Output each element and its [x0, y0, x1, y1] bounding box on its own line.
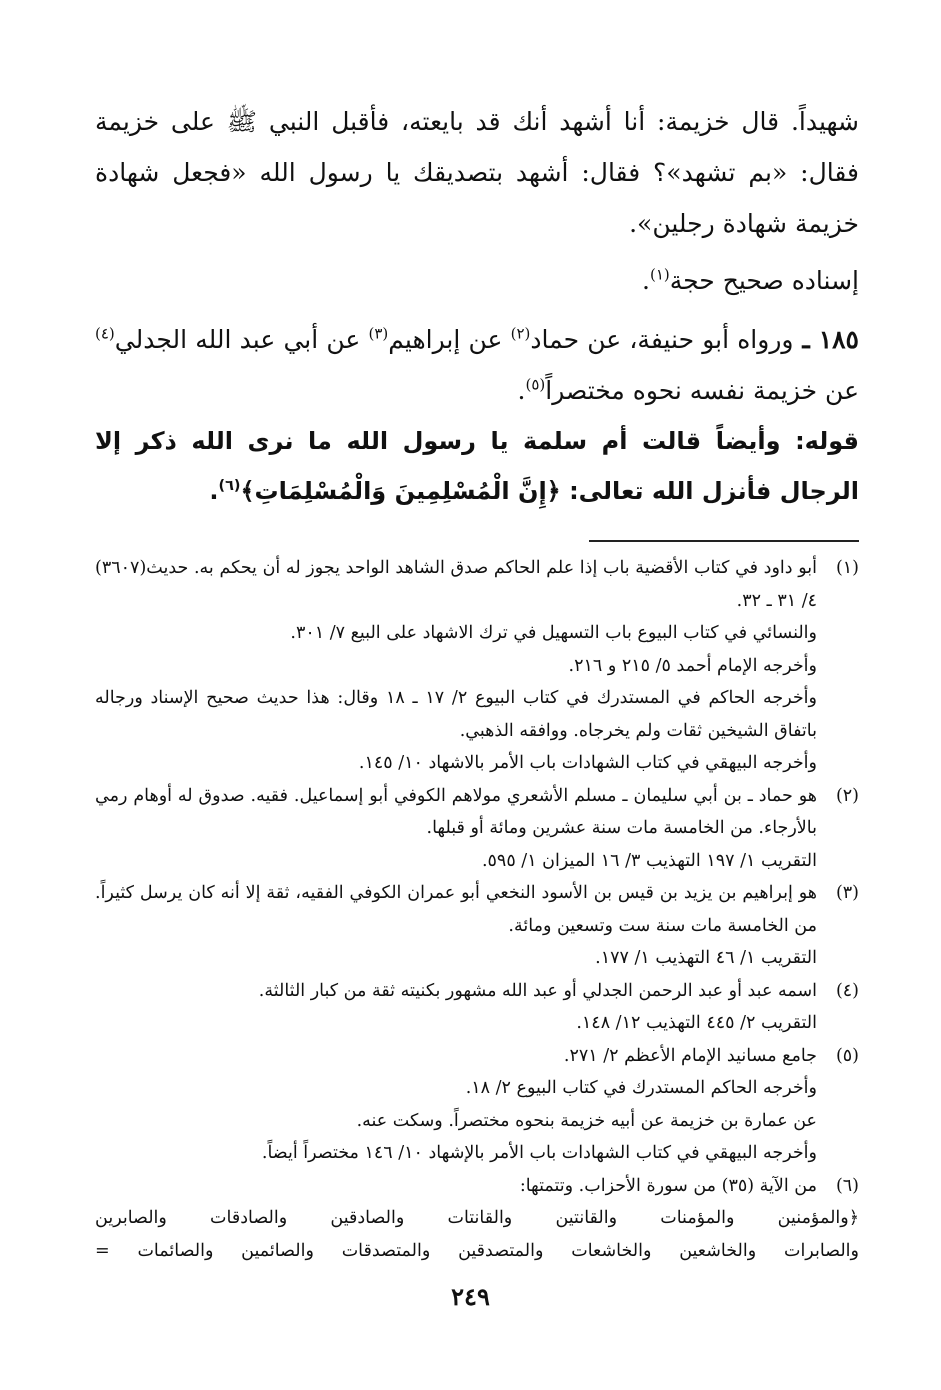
quran-verse-line-1: ﴿والمؤمنين والمؤمنات والقانتين والقانتات والصادقين والصادقات والصابرين [95, 1208, 859, 1228]
footnote-line: التقريب ١/ ٤٦ التهذيب ١/ ١٧٧. [595, 948, 817, 968]
footnote-line: أبو داود في كتاب الأقضية باب إذا علم الحاكم صدق الشاهد الواحد يجوز له أن يحكم به. حديث(٣٦٠٧) ٤/ ٣١ ـ ٣٢. [95, 558, 817, 611]
hadith-line-1: شهيداً. قال خزيمة: أنا أشهد أنك قد بايعته، فأقبل النبي ﷺ على خزيمة [95, 107, 859, 136]
footnote-line: وأخرجه البيهقي في كتاب الشهادات باب الأمر بالاشهاد ١٠/ ١٤٥. [358, 753, 817, 773]
qawl-end: . [209, 477, 219, 505]
footnote-number: (٦) [835, 1175, 859, 1196]
page-number: ٢٤٩ [451, 1282, 490, 1311]
quran-verse-line-2: والصابرات والخاشعين والخاشعات والمتصدقين والمتصدقات والصائمين والصائمات = [95, 1240, 859, 1261]
footnote-number: (١) [835, 558, 859, 578]
narration-185 [95, 314, 859, 416]
footnotes [95, 552, 859, 1267]
footnote-line: وأخرجه الإمام أحمد ٥/ ٢١٥ و ٢١٦. [568, 655, 817, 676]
isnad-text: إسناده صحيح حجة [669, 266, 859, 295]
hadith-line-3: شهادة رجلين». [629, 209, 787, 238]
narration-part-3: عن أبي عبد الله الجدلي [114, 325, 369, 354]
footnote-6 [95, 1170, 859, 1203]
footnote-5 [95, 1040, 859, 1170]
footnote-line: وأخرجه البيهقي في كتاب الشهادات باب الأمر بالإشهاد ١٠/ ١٤٦ مختصراً أيضاً. [261, 1143, 817, 1163]
footnote-line: التقريب ٢/ ٤٤٥ التهذيب ١٢/ ١٤٨. [576, 1013, 817, 1033]
footnote-line: هو حماد ـ بن أبي سليمان ـ مسلم الأشعري مولاهم الكوفي أبو إسماعيل. فقيه. صدوق له أوهام رمي بالأرجاء. من الخامسة مات سنة عشرين ومائة أو قبلها. [95, 785, 817, 838]
hadith-text [95, 96, 859, 249]
qawl-paragraph [95, 416, 859, 516]
narration-part-1: ورواه أبو حنيفة، عن حماد [530, 325, 794, 354]
footnote-ref-2[interactable]: (٢) [510, 324, 531, 343]
footnote-line: التقريب ١/ ١٩٧ التهذيب ٣/ ١٦ الميزان ١/ ٥٩٥. [481, 850, 817, 871]
footnote-line: جامع مسانيد الإمام الأعظم ٢/ ٢٧١. [563, 1045, 817, 1066]
qawl-text: قوله: وأيضاً قالت أم سلمة يا رسول الله ما نرى الله ذكر إلا الرجال فأنزل الله تعالى: ﴿إِنَّ الْمُسْلِمِينَ وَالْمُسْلِمَاتِ﴾ [95, 427, 859, 505]
narration-end: . [517, 376, 526, 405]
footnote-line: وأخرجه الحاكم المستدرك في كتاب البيوع ٢/ ١٨. [465, 1078, 817, 1098]
book-page [95, 96, 859, 1350]
footnote-ref-6[interactable]: (٦) [218, 478, 241, 494]
footnote-3 [95, 877, 859, 975]
narration-part-2: عن إبراهيم [388, 325, 511, 354]
footnote-line: من الآية (٣٥) من سورة الأحزاب. وتتمتها: [519, 1175, 817, 1196]
narration-part-4: عن خزيمة نفسه نحوه مختصراً [545, 376, 859, 405]
footnote-separator [589, 540, 859, 542]
footnote-ref-4[interactable]: (٤) [95, 324, 115, 343]
narration-number: ١٨٥ ـ [793, 325, 859, 354]
hadith-line-2: فقال: «بم تشهد»؟ فقال: أشهد بتصديقك يا رسول الله «فجعل شهادة خزيمة [95, 158, 859, 238]
footnote-line: هو إبراهيم بن يزيد بن قيس بن الأسود النخعي أبو عمران الكوفي الفقيه، ثقة إلا أنه كان يرسل كثيراً. من الخامسة مات سنة ست وتسعين ومائة. [95, 883, 817, 936]
isnad-end: . [642, 266, 650, 295]
footnote-line: والنسائي في كتاب البيوع باب التسهيل في ترك الاشهاد على البيع ٧/ ٣٠١. [290, 623, 817, 643]
footnote-number: (٢) [835, 785, 859, 806]
footnote-4 [95, 975, 859, 1040]
footnote-number: (٣) [835, 883, 859, 903]
footnote-1 [95, 552, 859, 780]
footnote-number: (٥) [835, 1045, 859, 1066]
isnad-grading [95, 255, 859, 306]
footnote-ref-3[interactable]: (٣) [368, 324, 389, 343]
footnote-ref-1[interactable]: (١) [649, 265, 670, 284]
footnote-number: (٤) [835, 980, 859, 1001]
main-text [95, 96, 859, 516]
footnote-2 [95, 780, 859, 878]
footnote-line: اسمه عبد أو عبد الرحمن الجدلي أو عبد الله مشهور بكنيته ثقة من كبار الثالثة. [258, 980, 817, 1001]
footnote-line: عن عمارة بن خزيمة عن أبيه خزيمة بنحوه مختصراً. وسكت عنه. [356, 1110, 817, 1131]
footnote-ref-5[interactable]: (٥) [525, 375, 546, 394]
footnote-line: وأخرجه الحاكم في المستدرك في كتاب البيوع ٢/ ١٧ ـ ١٨ وقال: هذا حديث صحيح الإسناد ورجاله باتفاق الشيخين ثقات ولم يخرجاه. ووافقه الذهبي. [95, 688, 817, 741]
